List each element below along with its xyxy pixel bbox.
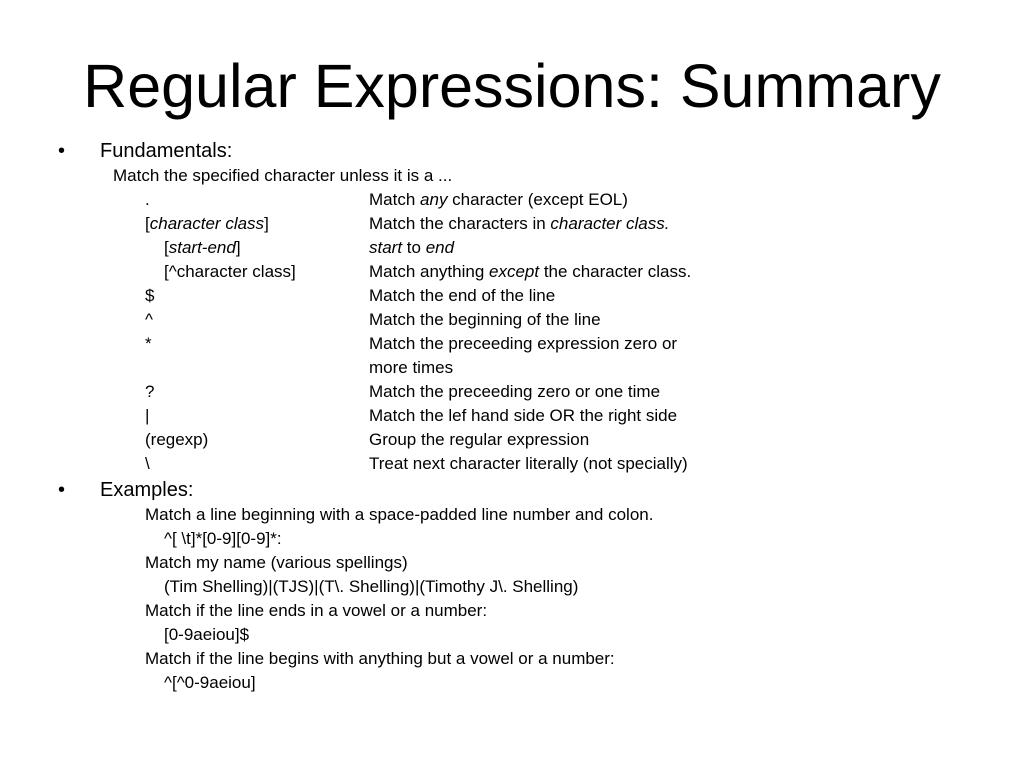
bullet-icon: •: [58, 140, 66, 162]
syntax-star-desc: Match the preceeding expression zero or: [369, 334, 678, 353]
syntax-dollar: $: [145, 286, 155, 305]
syntax-group: (regexp): [145, 430, 209, 449]
syntax-pipe: |: [145, 406, 150, 425]
syntax-negated-class-desc: Match anything except the character class.: [369, 262, 692, 281]
examples-heading: Examples:: [100, 479, 194, 501]
example-description: Match if the line ends in a vowel or a number:: [145, 601, 488, 620]
syntax-question: ?: [145, 382, 155, 401]
syntax-dot: .: [145, 190, 150, 209]
slide-title: Regular Expressions: Summary: [83, 52, 941, 120]
syntax-group-desc: Group the regular expression: [369, 430, 590, 449]
syntax-backslash-desc: Treat next character literally (not specially): [369, 454, 688, 473]
syntax-dollar-desc: Match the end of the line: [369, 286, 556, 305]
example-description: Match my name (various spellings): [145, 553, 408, 572]
example-description: Match a line beginning with a space-padded line number and colon.: [145, 505, 654, 524]
bullet-icon: •: [58, 479, 66, 501]
syntax-backslash: \: [145, 454, 150, 473]
syntax-question-desc: Match the preceeding zero or one time: [369, 382, 661, 401]
syntax-character-class-desc: Match the characters in character class.: [369, 214, 670, 233]
syntax-star-desc-cont: more times: [369, 358, 454, 377]
fundamentals-heading: Fundamentals:: [100, 140, 233, 162]
syntax-character-class: [character class]: [145, 214, 269, 233]
syntax-pipe-desc: Match the lef hand side OR the right side: [369, 406, 678, 425]
example-pattern: ^[^0-9aeiou]: [164, 673, 256, 692]
fundamentals-intro: Match the specified character unless it is a ...: [113, 166, 453, 185]
example-pattern: ^[ \t]*[0-9][0-9]*:: [164, 529, 282, 548]
syntax-dot-desc: Match any character (except EOL): [369, 190, 628, 209]
example-pattern: [0-9aeiou]$: [164, 625, 250, 644]
syntax-caret: ^: [145, 310, 153, 329]
syntax-star: *: [145, 334, 152, 353]
syntax-caret-desc: Match the beginning of the line: [369, 310, 601, 329]
example-pattern: (Tim Shelling)|(TJS)|(T\. Shelling)|(Timothy J\. Shelling): [164, 577, 579, 596]
syntax-range-desc: start to end: [369, 238, 455, 257]
syntax-negated-class: [^character class]: [164, 262, 296, 281]
example-description: Match if the line begins with anything but a vowel or a number:: [145, 649, 615, 668]
syntax-range: [start-end]: [164, 238, 241, 257]
